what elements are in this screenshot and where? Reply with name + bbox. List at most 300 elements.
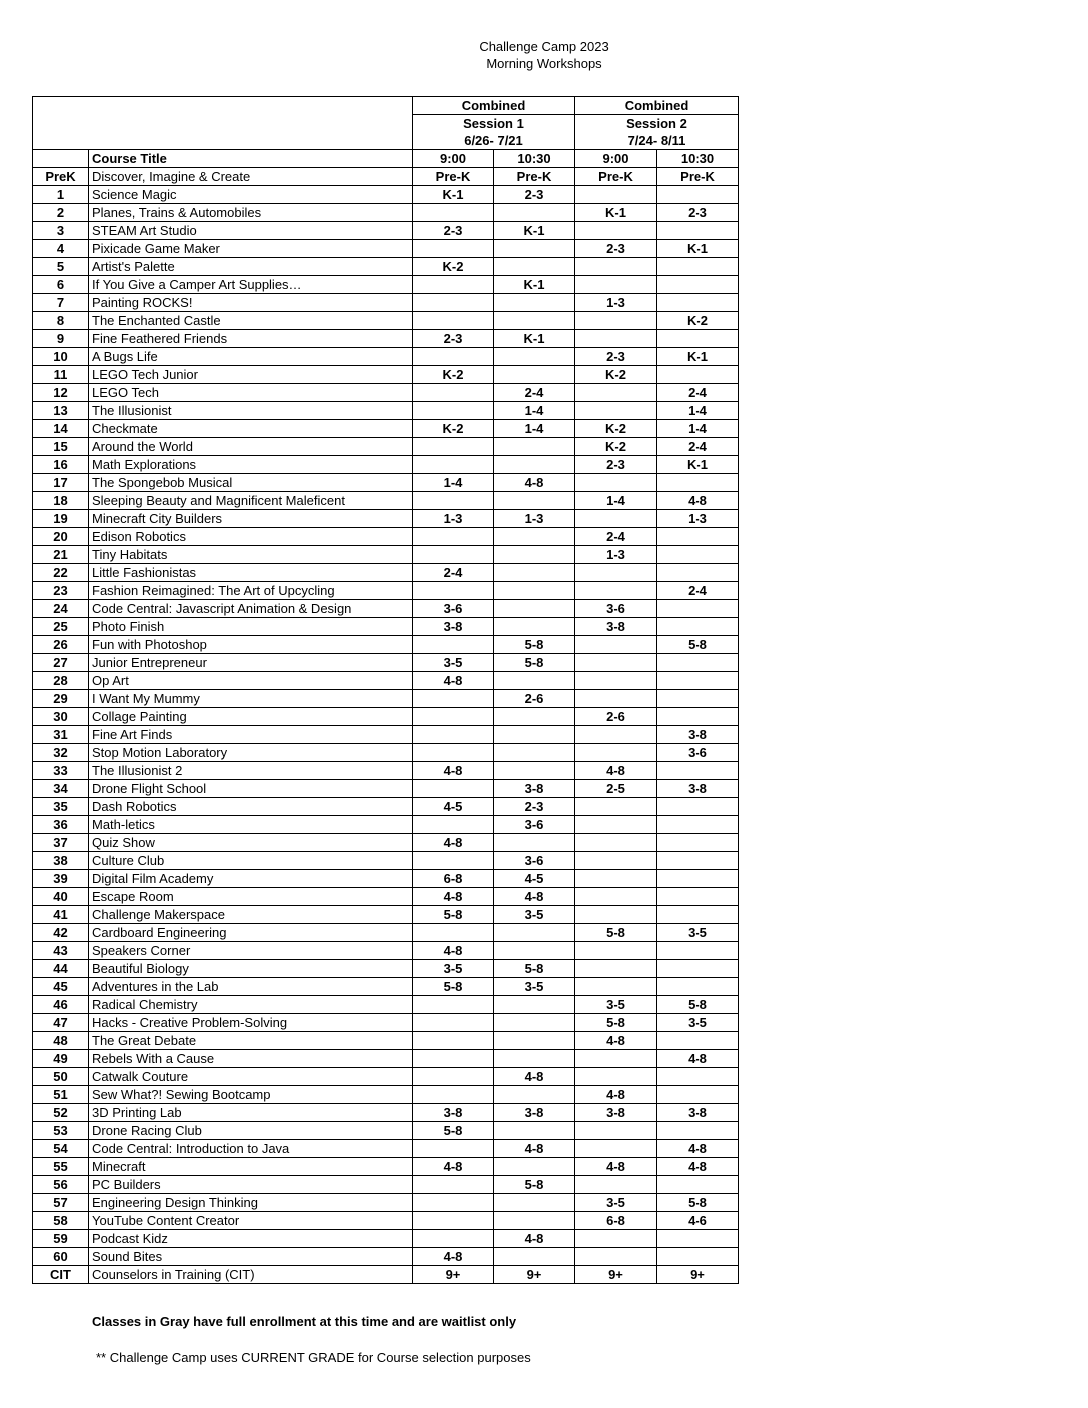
grade-cell-s1a: 4-8 [413, 942, 494, 960]
course-row [33, 312, 739, 330]
num-header-cell [33, 150, 89, 168]
grade-cell-s1a [413, 726, 494, 744]
course-row [33, 474, 739, 492]
course-row [33, 1212, 739, 1230]
grade-cell-s2a: K-2 [575, 366, 657, 384]
grade-cell-s1b [494, 708, 575, 726]
grade-cell-s1a [413, 1032, 494, 1050]
course-number: 1 [33, 186, 89, 204]
course-row [33, 978, 739, 996]
grade-cell-s2b [657, 294, 739, 312]
grade-cell-s2b [657, 1248, 739, 1266]
grade-cell-s1a [413, 438, 494, 456]
grade-cell-s2b [657, 1122, 739, 1140]
course-title: Stop Motion Laboratory [89, 744, 413, 762]
grade-cell-s1a: K-1 [413, 186, 494, 204]
grade-cell-s1b [494, 1086, 575, 1104]
grade-cell-s2a [575, 870, 657, 888]
grade-cell-s2b [657, 852, 739, 870]
grade-cell-s2a: Pre-K [575, 168, 657, 186]
grade-cell-s1b: 2-3 [494, 798, 575, 816]
workshop-schedule-table [32, 96, 739, 1284]
grade-cell-s1b: 3-8 [494, 780, 575, 798]
course-number: 52 [33, 1104, 89, 1122]
grade-cell-s1b [494, 438, 575, 456]
grade-cell-s1b: 5-8 [494, 1176, 575, 1194]
grade-cell-s2b [657, 276, 739, 294]
grade-cell-s2b: K-1 [657, 240, 739, 258]
course-number: 23 [33, 582, 89, 600]
course-number: 26 [33, 636, 89, 654]
grade-cell-s2b [657, 1176, 739, 1194]
grade-cell-s2b: 1-4 [657, 420, 739, 438]
grade-cell-s1b [494, 672, 575, 690]
grade-cell-s2a [575, 1248, 657, 1266]
grade-cell-s2a [575, 222, 657, 240]
gray-waitlist-note: Classes in Gray have full enrollment at this time and are waitlist only [92, 1314, 517, 1329]
course-number: 27 [33, 654, 89, 672]
grade-cell-s2b: 2-4 [657, 438, 739, 456]
grade-cell-s1b [494, 366, 575, 384]
grade-cell-s2b [657, 942, 739, 960]
course-number: 48 [33, 1032, 89, 1050]
course-title: Science Magic [89, 186, 413, 204]
course-row [33, 1140, 739, 1158]
grade-cell-s2b [657, 960, 739, 978]
course-number: 4 [33, 240, 89, 258]
grade-cell-s1a: 4-8 [413, 888, 494, 906]
course-number: 51 [33, 1086, 89, 1104]
course-number: 40 [33, 888, 89, 906]
grade-cell-s2b [657, 690, 739, 708]
course-number: 11 [33, 366, 89, 384]
course-number: 24 [33, 600, 89, 618]
grade-cell-s2b: 5-8 [657, 996, 739, 1014]
course-row [33, 1014, 739, 1032]
grade-cell-s2b [657, 672, 739, 690]
grade-cell-s2a: 2-4 [575, 528, 657, 546]
grade-cell-s1a [413, 1212, 494, 1230]
course-title: Beautiful Biology [89, 960, 413, 978]
grade-cell-s2a: 2-3 [575, 240, 657, 258]
grade-cell-s1b [494, 618, 575, 636]
course-title: Junior Entrepreneur [89, 654, 413, 672]
course-title: Artist's Palette [89, 258, 413, 276]
grade-cell-s2a [575, 672, 657, 690]
time-header-s2-a: 9:00 [575, 150, 657, 168]
grade-cell-s1a: 2-3 [413, 330, 494, 348]
course-title: Collage Painting [89, 708, 413, 726]
time-header-s2-b: 10:30 [657, 150, 739, 168]
course-title: Little Fashionistas [89, 564, 413, 582]
course-title: 3D Printing Lab [89, 1104, 413, 1122]
grade-cell-s1a [413, 744, 494, 762]
grade-cell-s1b [494, 744, 575, 762]
grade-cell-s1b [494, 348, 575, 366]
course-number: 45 [33, 978, 89, 996]
grade-cell-s2b [657, 1068, 739, 1086]
grade-cell-s2b [657, 330, 739, 348]
grade-cell-s2b: 4-8 [657, 492, 739, 510]
grade-cell-s1a: 3-8 [413, 618, 494, 636]
grade-cell-s1b: 4-8 [494, 1230, 575, 1248]
course-title: Sound Bites [89, 1248, 413, 1266]
course-number: 16 [33, 456, 89, 474]
grade-cell-s1b: 3-8 [494, 1104, 575, 1122]
course-title: The Illusionist [89, 402, 413, 420]
grade-cell-s2b [657, 1230, 739, 1248]
course-row [33, 1230, 739, 1248]
grade-cell-s2a: 1-3 [575, 546, 657, 564]
course-row [33, 798, 739, 816]
course-title: If You Give a Camper Art Supplies… [89, 276, 413, 294]
grade-cell-s1b: 4-5 [494, 870, 575, 888]
course-number: 14 [33, 420, 89, 438]
course-number: 21 [33, 546, 89, 564]
grade-cell-s2a [575, 888, 657, 906]
course-title: Around the World [89, 438, 413, 456]
course-title: The Spongebob Musical [89, 474, 413, 492]
grade-cell-s1a [413, 492, 494, 510]
course-number: 29 [33, 690, 89, 708]
grade-cell-s1a: 4-8 [413, 834, 494, 852]
grade-cell-s1b: 2-4 [494, 384, 575, 402]
grade-cell-s1b [494, 924, 575, 942]
grade-cell-s1b [494, 546, 575, 564]
grade-cell-s2a: 3-8 [575, 618, 657, 636]
course-row [33, 744, 739, 762]
grade-cell-s1a: 4-8 [413, 672, 494, 690]
course-row [33, 294, 739, 312]
grade-cell-s2a [575, 1068, 657, 1086]
grade-cell-s1b [494, 456, 575, 474]
course-number: 2 [33, 204, 89, 222]
grade-cell-s2a [575, 834, 657, 852]
grade-cell-s1a: 2-4 [413, 564, 494, 582]
grade-cell-s2b [657, 186, 739, 204]
grade-cell-s1b [494, 204, 575, 222]
course-title: Catwalk Couture [89, 1068, 413, 1086]
grade-cell-s1b [494, 762, 575, 780]
grade-cell-s2b [657, 1086, 739, 1104]
grade-cell-s2b [657, 474, 739, 492]
grade-cell-s2b [657, 564, 739, 582]
course-number: CIT [33, 1266, 89, 1284]
course-row [33, 510, 739, 528]
grade-cell-s1a: 4-8 [413, 762, 494, 780]
course-number: 13 [33, 402, 89, 420]
grade-cell-s1b [494, 1050, 575, 1068]
grade-cell-s2b: 5-8 [657, 1194, 739, 1212]
course-row [33, 960, 739, 978]
session2-combined-label: Combined [575, 97, 739, 115]
grade-cell-s2a [575, 654, 657, 672]
grade-cell-s1a: 2-3 [413, 222, 494, 240]
course-number: 22 [33, 564, 89, 582]
course-number: 49 [33, 1050, 89, 1068]
course-title: Sleeping Beauty and Magnificent Maleficent [89, 492, 413, 510]
course-title: Adventures in the Lab [89, 978, 413, 996]
grade-cell-s1b: 4-8 [494, 888, 575, 906]
grade-cell-s1a [413, 276, 494, 294]
course-title: Minecraft [89, 1158, 413, 1176]
course-row [33, 1194, 739, 1212]
course-number: 56 [33, 1176, 89, 1194]
grade-cell-s2a [575, 564, 657, 582]
course-title-header: Course Title [89, 150, 413, 168]
grade-cell-s1a: 1-4 [413, 474, 494, 492]
grade-cell-s1a [413, 528, 494, 546]
grade-cell-s2a [575, 384, 657, 402]
course-number: 42 [33, 924, 89, 942]
course-title: Challenge Makerspace [89, 906, 413, 924]
course-number: 8 [33, 312, 89, 330]
grade-cell-s2a [575, 1122, 657, 1140]
grade-cell-s1b [494, 312, 575, 330]
course-row [33, 1104, 739, 1122]
grade-cell-s1a [413, 636, 494, 654]
grade-cell-s2a: 5-8 [575, 924, 657, 942]
course-number: 47 [33, 1014, 89, 1032]
grade-cell-s2a: 4-8 [575, 1158, 657, 1176]
grade-cell-s1a: 5-8 [413, 1122, 494, 1140]
grade-cell-s1a [413, 852, 494, 870]
course-title: Code Central: Javascript Animation & Design [89, 600, 413, 618]
grade-cell-s2b [657, 708, 739, 726]
grade-cell-s1a [413, 294, 494, 312]
time-header-row [33, 150, 739, 168]
course-row [33, 1050, 739, 1068]
course-number: 33 [33, 762, 89, 780]
course-row [33, 438, 739, 456]
grade-cell-s1b: 4-8 [494, 1068, 575, 1086]
session1-dates: 6/26- 7/21 [413, 132, 575, 150]
course-title: Fun with Photoshop [89, 636, 413, 654]
grade-cell-s1a: 5-8 [413, 978, 494, 996]
course-row [33, 492, 739, 510]
course-title: The Illusionist 2 [89, 762, 413, 780]
grade-cell-s2a [575, 852, 657, 870]
course-title: Culture Club [89, 852, 413, 870]
grade-cell-s1a: 1-3 [413, 510, 494, 528]
grade-cell-s1a [413, 1194, 494, 1212]
grade-cell-s2b: 5-8 [657, 636, 739, 654]
session1-label: Session 1 [413, 115, 575, 133]
course-title: Podcast Kidz [89, 1230, 413, 1248]
course-row [33, 1032, 739, 1050]
grade-cell-s1a: 9+ [413, 1266, 494, 1284]
course-row [33, 708, 739, 726]
grade-cell-s1a [413, 582, 494, 600]
course-row [33, 240, 739, 258]
grade-cell-s2a [575, 510, 657, 528]
course-row [33, 528, 739, 546]
course-number: 35 [33, 798, 89, 816]
course-number: 43 [33, 942, 89, 960]
grade-cell-s2a: 4-8 [575, 1086, 657, 1104]
grade-cell-s2a [575, 744, 657, 762]
course-title: Drone Racing Club [89, 1122, 413, 1140]
course-row [33, 582, 739, 600]
grade-cell-s1a [413, 1176, 494, 1194]
grade-cell-s2a [575, 978, 657, 996]
header-blank-cell [33, 97, 413, 150]
grade-cell-s2a: 5-8 [575, 1014, 657, 1032]
grade-cell-s2b: 4-8 [657, 1140, 739, 1158]
course-row [33, 1158, 739, 1176]
grade-cell-s2b [657, 762, 739, 780]
course-number: 34 [33, 780, 89, 798]
course-title: Photo Finish [89, 618, 413, 636]
grade-cell-s1a [413, 204, 494, 222]
grade-cell-s1b [494, 942, 575, 960]
course-row [33, 258, 739, 276]
grade-cell-s2b: 3-8 [657, 726, 739, 744]
grade-cell-s2a [575, 906, 657, 924]
grade-cell-s2b [657, 528, 739, 546]
grade-cell-s1b [494, 582, 575, 600]
course-row [33, 996, 739, 1014]
course-title: Hacks - Creative Problem-Solving [89, 1014, 413, 1032]
grade-cell-s2b: K-1 [657, 456, 739, 474]
course-title: The Enchanted Castle [89, 312, 413, 330]
course-number: 31 [33, 726, 89, 744]
course-row [33, 690, 739, 708]
course-title: Painting ROCKS! [89, 294, 413, 312]
grade-cell-s2a [575, 330, 657, 348]
course-title: Tiny Habitats [89, 546, 413, 564]
grade-cell-s1a: 3-5 [413, 960, 494, 978]
grade-cell-s1a: 5-8 [413, 906, 494, 924]
grade-cell-s1a [413, 312, 494, 330]
grade-cell-s2a: 6-8 [575, 1212, 657, 1230]
grade-cell-s1a: Pre-K [413, 168, 494, 186]
grade-cell-s2a: K-2 [575, 438, 657, 456]
grade-cell-s2a [575, 1176, 657, 1194]
grade-cell-s1a: 3-5 [413, 654, 494, 672]
course-row [33, 816, 739, 834]
grade-cell-s2a: K-2 [575, 420, 657, 438]
course-number: 28 [33, 672, 89, 690]
grade-cell-s1b: K-1 [494, 276, 575, 294]
course-row [33, 834, 739, 852]
grade-cell-s1b [494, 1032, 575, 1050]
grade-cell-s2a [575, 402, 657, 420]
time-header-s1-b: 10:30 [494, 150, 575, 168]
course-number: 3 [33, 222, 89, 240]
course-title: A Bugs Life [89, 348, 413, 366]
course-row [33, 1266, 739, 1284]
course-title: Drone Flight School [89, 780, 413, 798]
grade-cell-s1b: 3-6 [494, 816, 575, 834]
grade-cell-s2a: 1-3 [575, 294, 657, 312]
grade-cell-s2a [575, 726, 657, 744]
course-number: 53 [33, 1122, 89, 1140]
course-row [33, 780, 739, 798]
course-row [33, 366, 739, 384]
grade-cell-s1b [494, 1158, 575, 1176]
grade-cell-s2b: Pre-K [657, 168, 739, 186]
session-header-row-1 [33, 97, 739, 115]
grade-cell-s1b [494, 1122, 575, 1140]
course-number: 10 [33, 348, 89, 366]
course-number: 15 [33, 438, 89, 456]
grade-cell-s2b [657, 366, 739, 384]
grade-cell-s2a: 9+ [575, 1266, 657, 1284]
course-number: 7 [33, 294, 89, 312]
grade-cell-s1a [413, 546, 494, 564]
course-number: 36 [33, 816, 89, 834]
course-row [33, 276, 739, 294]
grade-cell-s1b [494, 600, 575, 618]
course-number: 38 [33, 852, 89, 870]
title-line-2: Morning Workshops [486, 56, 602, 71]
grade-cell-s1b: 5-8 [494, 636, 575, 654]
grade-cell-s1a [413, 456, 494, 474]
grade-cell-s2a: 1-4 [575, 492, 657, 510]
session2-label: Session 2 [575, 115, 739, 133]
grade-cell-s2b: 3-6 [657, 744, 739, 762]
grade-cell-s1a [413, 1140, 494, 1158]
grade-cell-s2a [575, 582, 657, 600]
grade-cell-s1b: Pre-K [494, 168, 575, 186]
grade-cell-s2a [575, 474, 657, 492]
course-row [33, 942, 739, 960]
course-title: LEGO Tech Junior [89, 366, 413, 384]
grade-cell-s1b [494, 726, 575, 744]
course-title: Fine Art Finds [89, 726, 413, 744]
course-number: 25 [33, 618, 89, 636]
course-title: Minecraft City Builders [89, 510, 413, 528]
grade-cell-s2b [657, 816, 739, 834]
grade-cell-s2a [575, 690, 657, 708]
grade-cell-s2b: 4-8 [657, 1050, 739, 1068]
course-title: Math Explorations [89, 456, 413, 474]
grade-cell-s1b: 2-3 [494, 186, 575, 204]
course-row [33, 222, 739, 240]
grade-cell-s1a [413, 1230, 494, 1248]
grade-cell-s1b [494, 528, 575, 546]
grade-cell-s1b [494, 1194, 575, 1212]
course-row [33, 636, 739, 654]
grade-cell-s1b: 5-8 [494, 654, 575, 672]
grade-cell-s1a [413, 240, 494, 258]
grade-cell-s2b: 3-8 [657, 780, 739, 798]
course-title: STEAM Art Studio [89, 222, 413, 240]
grade-cell-s1b [494, 1212, 575, 1230]
grade-cell-s2b [657, 654, 739, 672]
grade-cell-s1a [413, 384, 494, 402]
grade-cell-s2a [575, 1230, 657, 1248]
grade-cell-s1a [413, 816, 494, 834]
grade-cell-s1a: 6-8 [413, 870, 494, 888]
grade-cell-s1b [494, 834, 575, 852]
grade-cell-s2b [657, 870, 739, 888]
course-number: 54 [33, 1140, 89, 1158]
grade-cell-s1b: 1-3 [494, 510, 575, 528]
course-title: Radical Chemistry [89, 996, 413, 1014]
course-row [33, 168, 739, 186]
course-title: Engineering Design Thinking [89, 1194, 413, 1212]
course-row [33, 402, 739, 420]
course-row [33, 1248, 739, 1266]
course-row [33, 348, 739, 366]
grade-cell-s2b [657, 222, 739, 240]
course-row [33, 618, 739, 636]
course-row [33, 330, 739, 348]
course-number: 39 [33, 870, 89, 888]
course-row [33, 384, 739, 402]
